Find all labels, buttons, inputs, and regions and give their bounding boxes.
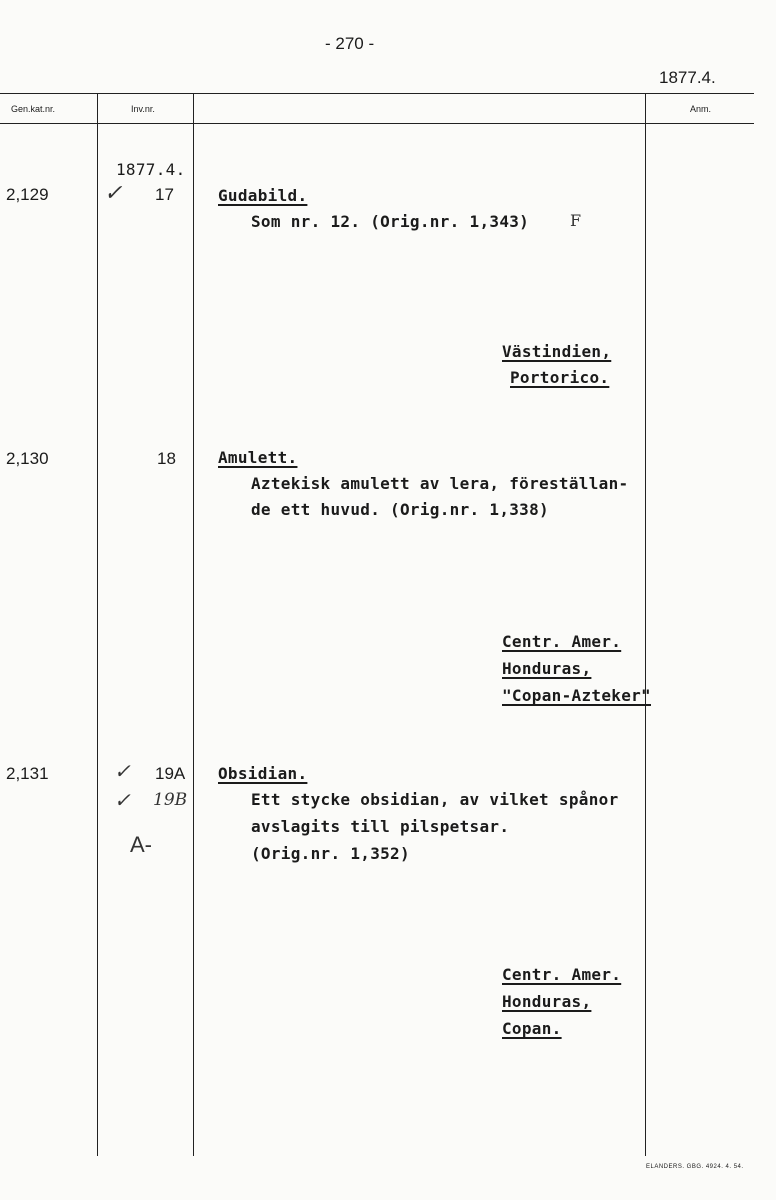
object-title: Gudabild. [218,186,308,205]
inv-group-date: 1877.4. [116,160,186,179]
handwritten-mark: A- [130,832,152,857]
page-number: - 270 - [325,34,375,53]
column-divider-2 [193,93,194,1156]
inventory-number: 19A [155,764,186,783]
column-divider-1 [97,93,98,1156]
column-header-anm: Anm. [690,104,712,114]
location-line: Portorico. [510,368,610,387]
description-line: Aztekisk amulett av lera, föreställan- [251,474,629,493]
location-line: Honduras, [502,659,592,678]
check-mark: ✓ [104,181,123,206]
column-divider-3 [645,93,646,1156]
description-line: Som nr. 12. (Orig.nr. 1,343) [251,212,530,231]
gen-kat-number: 2,130 [6,449,49,468]
description-line: de ett huvud. (Orig.nr. 1,338) [251,500,549,519]
location-line: Copan. [502,1019,562,1038]
location-line: Honduras, [502,992,592,1011]
header-top-rule [0,93,754,94]
location-line: "Copan-Azteker" [502,686,651,705]
description-line: avslagits till pilspetsar. [251,817,510,836]
check-mark: ✓ [114,788,131,812]
object-title: Obsidian. [218,764,308,783]
check-mark: ✓ [114,759,131,783]
gen-kat-number: 2,131 [6,764,49,783]
inventory-number: 17 [155,185,174,204]
location-line: Västindien, [502,342,612,361]
location-line: Centr. Amer. [502,632,622,651]
handwritten-note: F [570,211,582,230]
description-line: Ett stycke obsidian, av vilket spånor [251,790,619,809]
column-header-gen-kat-nr: Gen.kat.nr. [11,104,56,114]
printer-mark: ELANDERS. GBG. 4924. 4. 54. [646,1164,744,1170]
inventory-number: 18 [157,449,176,468]
header-date: 1877.4. [659,68,716,87]
column-header-inv-nr: Inv.nr. [131,104,155,114]
object-title: Amulett. [218,448,298,467]
location-line: Centr. Amer. [502,965,622,984]
description-line: (Orig.nr. 1,352) [251,844,410,863]
header-bottom-rule [0,123,754,124]
inventory-number-handwritten: 19B [153,790,188,810]
gen-kat-number: 2,129 [6,185,49,204]
